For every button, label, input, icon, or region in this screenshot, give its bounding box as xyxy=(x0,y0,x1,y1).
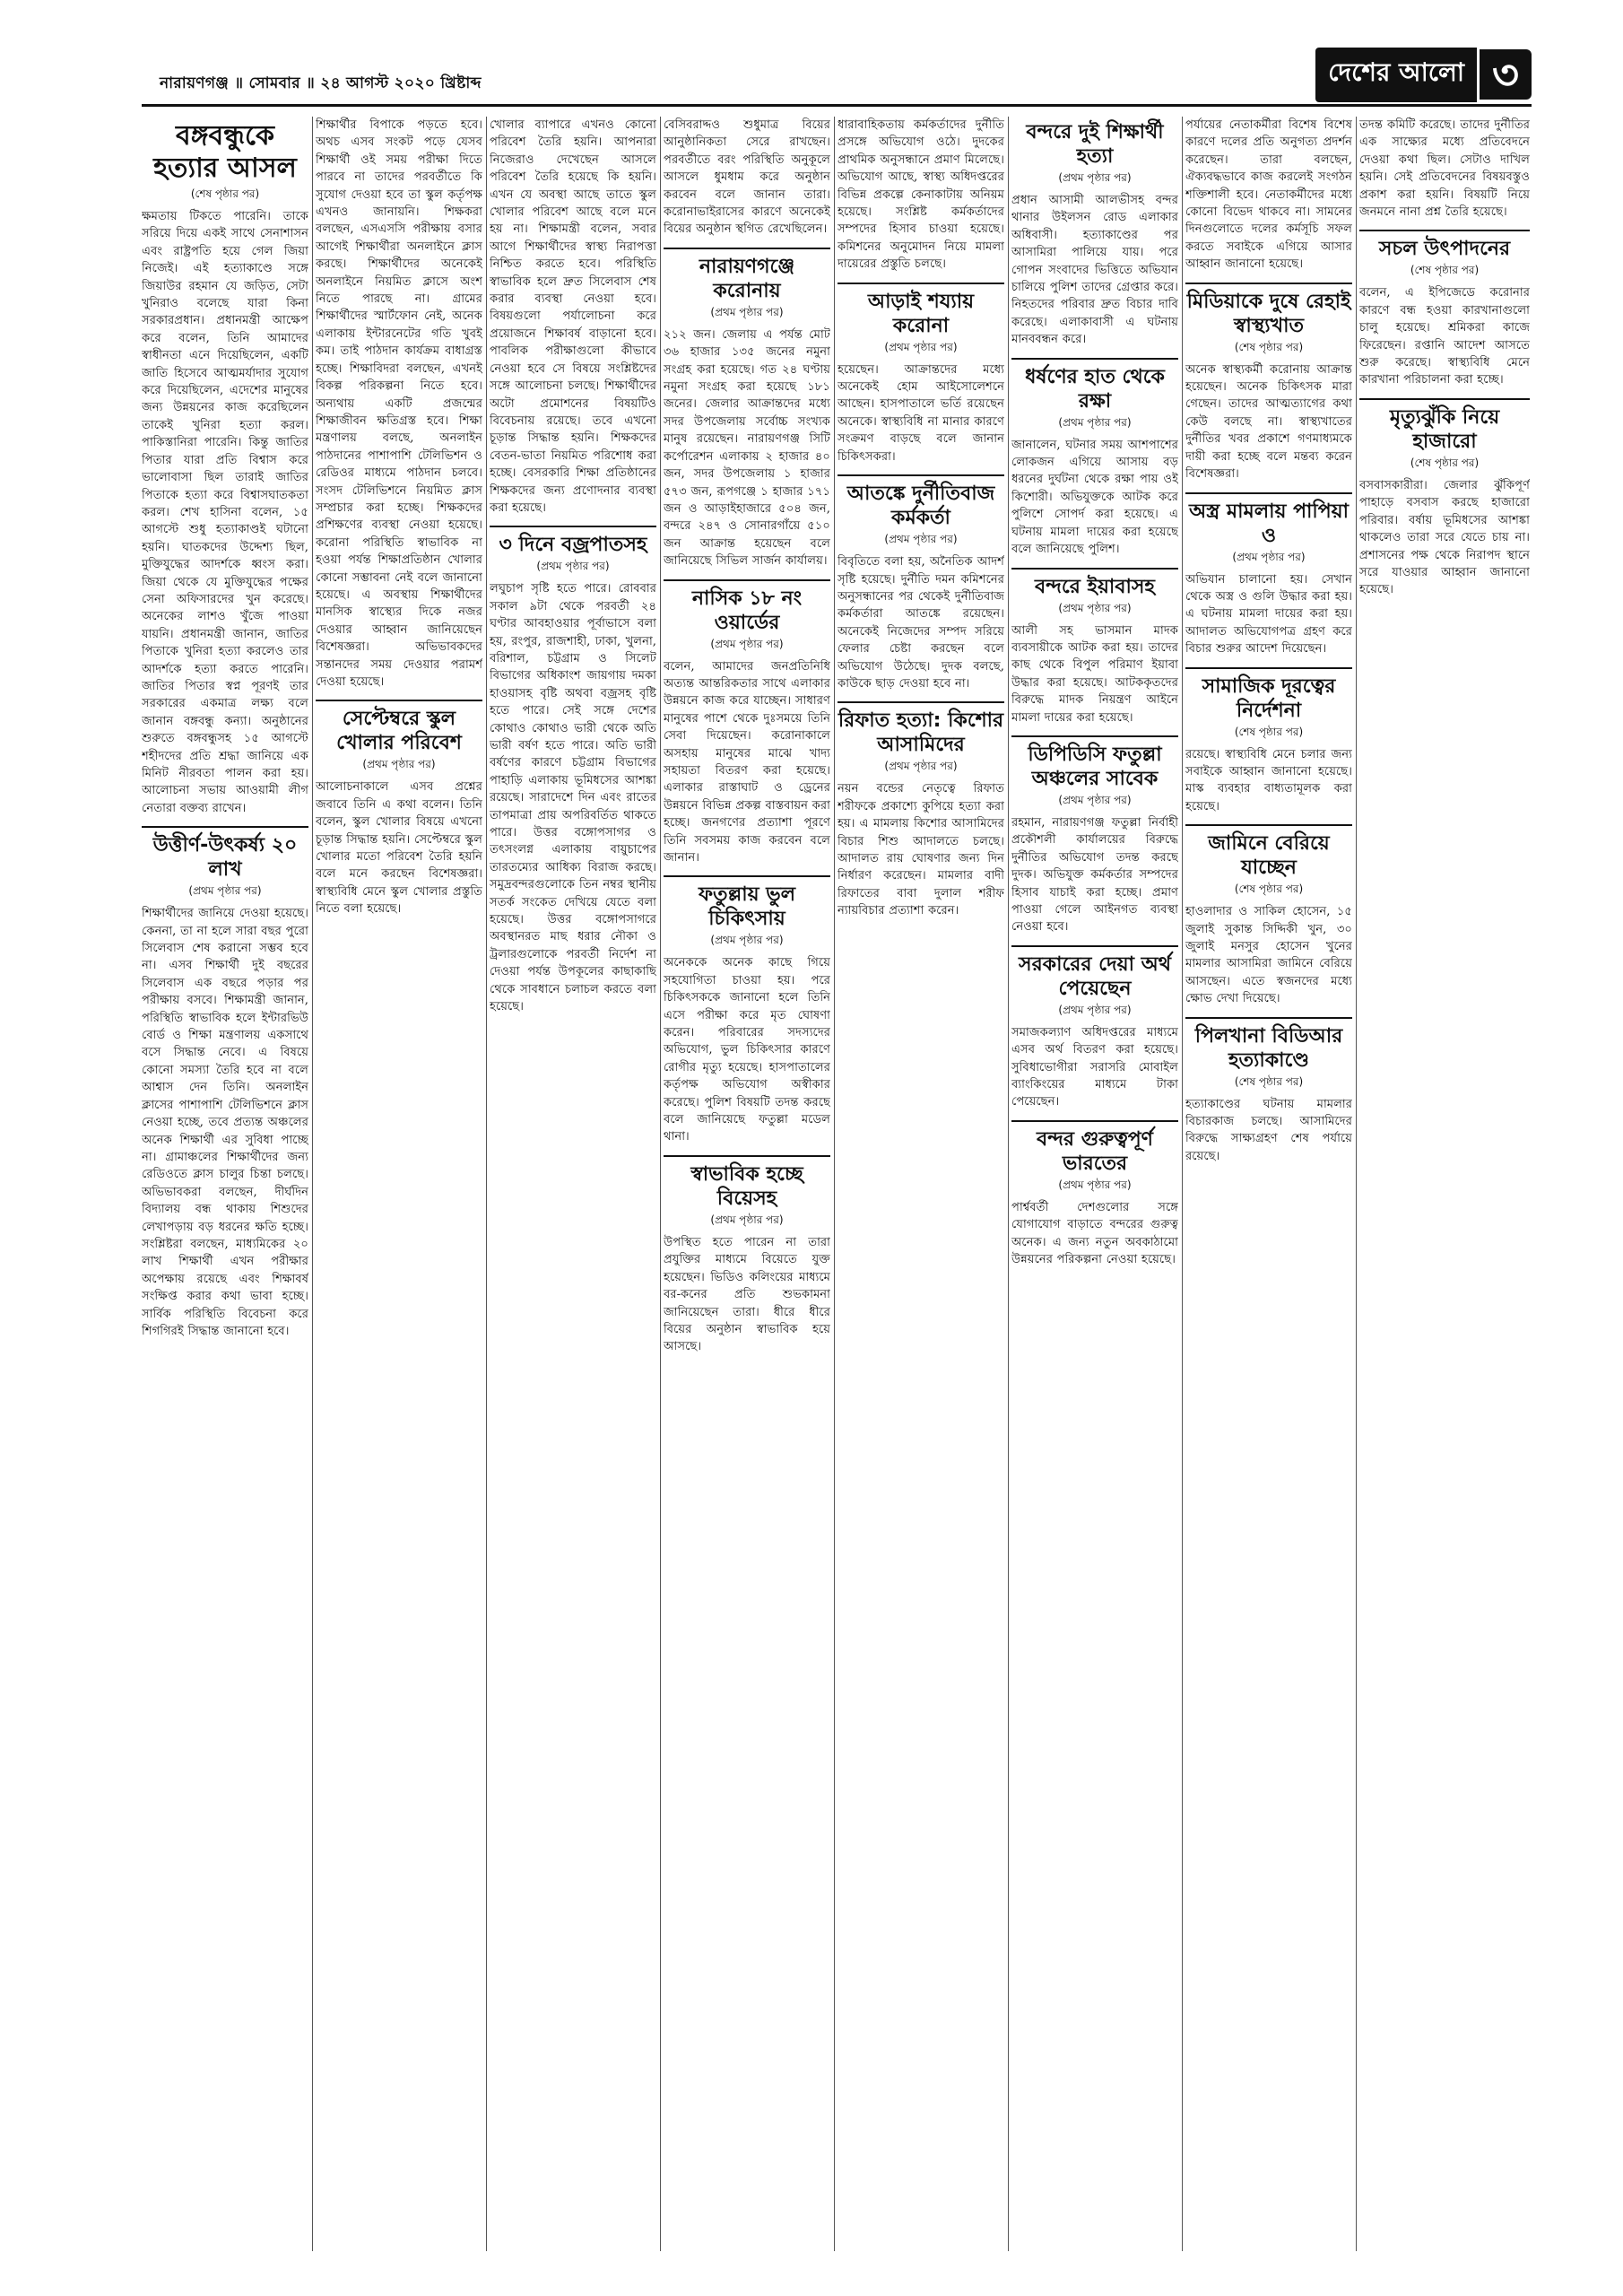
headline: সরকারের দেয়া অর্থ পেয়েছেন xyxy=(1019,952,1171,1000)
headline: আতঙ্কে দুর্নীতিবাজ কর্মকর্তা xyxy=(846,483,995,530)
article-body: হাওলাদার ও সাকিল হোসেন, ১৫ জুলাই সুকান্ত সিদ্দিকী খুন, ৩০ জুলাই মনসুর হোসেন খুনের মামলার আসামিরা জামিনে বেরিয়ে আসছেন। এতে স্বজনদের মধ্যে ক্ষোভ দেখা দিয়েছে। xyxy=(1185,905,1352,1006)
article-divider xyxy=(838,474,1004,476)
dateline: নারায়ণগঞ্জ ॥ সোমবার ॥ ২৪ আগস্ট ২০২০ খ্রিষ্টাব্দ xyxy=(160,74,482,92)
article xyxy=(664,1155,830,1356)
headline: বঙ্গবন্ধুকে হত্যার আসল xyxy=(153,120,297,184)
article-divider xyxy=(316,700,482,701)
continuation-note: (প্রথম পৃষ্ঠার পর) xyxy=(1058,1178,1132,1191)
article-body: রহমান, নারায়ণগঞ্জ ফতুল্লা নির্বাহী প্রকৌশলী কার্যালয়ের বিরুদ্ধে দুর্নীতির অভিযোগ তদন্ত করছে দুদক। অভিযুক্ত কর্মকর্তার সম্পদের হিসাব যাচাই করা হচ্ছে। প্রমাণ পাওয়া গেলে আইনগত ব্যবস্থা নেওয়া হবে। xyxy=(1011,815,1178,935)
article xyxy=(1011,945,1178,1111)
headline: বন্দরে দুই শিক্ষার্থী হত্যা xyxy=(1026,121,1164,168)
continuation-note: (প্রথম পৃষ্ঠার পর) xyxy=(710,934,784,947)
article-body: ক্ষমতায় টিকতে পারেনি। তাকে সরিয়ে দিয়ে একই সাথে সেনাশাসন এবং রাষ্ট্রপতি হয়ে গেল জিয়া নিজেই। এই হত্যাকাণ্ডে সঙ্গে জিয়াউর রহমান যে জড়িত, সেটা খুনিরাও বলেছে যারা কিনা সরকারপ্রধান। প্রধানমন্ত্রী আক্ষেপ করে বলেন, তিনি আমাদের স্বাধীনতা এনে দিয়েছিলেন, একটি জাতি হিসেবে আত্মমর্যাদার সুযোগ করে দিয়েছিলেন, এদেশের মানুষের জন্য উন্নয়নের কাজ করেছিলেন তাকেই খুনিরা হত্যা করল। পাকিস্তানিরা পারেনি। কিন্তু জাতির পিতার যারা প্রতি বিশ্বাস করে ভালোবাসা ছিল তারাই জাতির পিতাকে হত্যা করে বিশ্বাসঘাতকতা করল। শেখ হাসিনা বলেন, ১৫ আগস্টে শুধু হত্যাকাণ্ডই ঘটানো হয়নি। ঘাতকদের উদ্দেশ্য ছিল, মুক্তিযুদ্ধের আদর্শকে ধ্বংস করা। জিয়া থেকে যে মুক্তিযুদ্ধের পক্ষের সেনা অফিসারদের খুন করেছে। অনেকের লাশও খুঁজে পাওয়া যায়নি। প্রধানমন্ত্রী জানান, জাতির পিতাকে খুনিরা হত্যা করলেও তার আদর্শকে হত্যা করতে পারেনি। জাতির পিতার স্বপ্ন পূরণই তার সরকারের একমাত্র লক্ষ্য বলে জানান বঙ্গবন্ধু কন্যা। অনুষ্ঠানের শুরুতে বঙ্গবন্ধুসহ ১৫ আগস্টে শহীদদের প্রতি শ্রদ্ধা জানিয়ে এক মিনিট নীরবতা পালন করা হয়। আলোচনা সভায় আওয়ামী লীগ নেতারা বক্তব্য রাখেন। xyxy=(142,210,308,815)
continuation-note: (শেষ পৃষ্ঠার পর) xyxy=(1410,264,1480,277)
article-body: শিক্ষার্থীদের জানিয়ে দেওয়া হয়েছে। কেননা, তা না হলে সারা বছর পুরো সিলেবাস শেষ করানো সম্ভব হবে না। এসব শিক্ষার্থী দুই বছরের সিলেবাস এক বছরে পড়ার পর পরীক্ষায় বসবে। শিক্ষামন্ত্রী জানান, পরিস্থিতি স্বাভাবিক হলে ইন্টারভিউ বোর্ড ও শিক্ষা মন্ত্রণালয় একসাথে বসে সিদ্ধান্ত নেবে। এ বিষয়ে কোনো সমস্যা তৈরি হবে না বলে আশ্বাস দেন তিনি। অনলাইন ক্লাসের পাশাপাশি টেলিভিশনে ক্লাস নেওয়া হচ্ছে, তবে প্রত্যন্ত অঞ্চলের অনেক শিক্ষার্থী এর সুবিধা পাচ্ছে না। গ্রামাঞ্চলের শিক্ষার্থীদের জন্য রেডিওতে ক্লাস চালুর চিন্তা চলছে। অভিভাবকরা বলছেন, দীর্ঘদিন বিদ্যালয় বন্ধ থাকায় শিশুদের লেখাপড়ায় বড় ধরনের ক্ষতি হচ্ছে। সংশ্লিষ্টরা বলছেন, মাধ্যমিকের ২০ লাখ শিক্ষার্থী এখন পরীক্ষার অপেক্ষায় রয়েছে এবং শিক্ষাবর্ষ সংক্ষিপ্ত করার কথা ভাবা হচ্ছে। সার্বিক পরিস্থিতি বিবেচনা করে শিগগিরই সিদ্ধান্ত জানানো হবে। xyxy=(142,907,308,1338)
column-rule xyxy=(486,117,487,2251)
continuation-note: (প্রথম পৃষ্ঠার পর) xyxy=(536,560,610,573)
continuation-note: (শেষ পৃষ্ঠার পর) xyxy=(1234,340,1304,353)
headline: উত্তীর্ণ-উৎকর্ষ্য ২০ লাখ xyxy=(152,834,298,882)
continuation-note: (প্রথম পৃষ্ঠার পর) xyxy=(884,533,958,546)
article xyxy=(1185,492,1352,658)
article-body: বলেন, এ ইপিজেডে করোনার কারণে বন্ধ হওয়া কারখানাগুলো চালু হয়েছে। শ্রমিকরা কাজে ফিরেছেন। রপ্তানি আদেশ আসতে শুরু করেছে। স্বাস্থ্যবিধি মেনে কারখানা পরিচালনা করা হচ্ছে। xyxy=(1359,286,1530,387)
article-divider xyxy=(1011,735,1178,737)
column-rule xyxy=(1182,117,1183,2251)
headline: রিফাত হত্যা: কিশোর আসামিদের xyxy=(838,709,1004,757)
article xyxy=(838,117,1004,274)
article xyxy=(316,117,482,691)
continuation-note: (প্রথম পৃষ্ঠার পর) xyxy=(362,758,436,771)
headline: জামিনে বেরিয়ে যাচ্ছেন xyxy=(1208,832,1330,880)
article-body: পর্যায়ের নেতাকর্মীরা বিশেষ বিশেষ কারণে দলের প্রতি অনুগত্য প্রদর্শন করেছেন। তারা বলছেন, ঐক্যবদ্ধভাবে কাজ করলেই সংগঠন শক্তিশালী হবে। নেতাকর্মীদের মধ্যে কোনো বিভেদ থাকবে না। সামনের দিনগুলোতে দলের কর্মসূচি সফল করতে সবাইকে এগিয়ে আসার আহ্বান জানানো হয়েছে। xyxy=(1185,118,1352,272)
continuation-note: (শেষ পৃষ্ঠার পর) xyxy=(1234,1074,1304,1088)
article-body: বলেন, আমাদের জনপ্রতিনিধি অত্যন্ত আন্তরিকতার সাথে এলাকার উন্নয়নে কাজ করে যাচ্ছেন। সাধারণ মানুষের পাশে থেকে দুঃসময়ে তিনি সেবা দিয়েছেন। করোনাকালে অসহায় মানুষের মাঝে খাদ্য সহায়তা বিতরণ করা হয়েছে। এলাকার রাস্তাঘাট ও ড্রেনের উন্নয়নে বিভিন্ন প্রকল্প বাস্তবায়ন করা হচ্ছে। জনগণের প্রত্যাশা পূরণে তিনি সবসময় কাজ করবেন বলে জানান। xyxy=(664,659,830,865)
article-divider xyxy=(142,826,308,828)
article xyxy=(1359,230,1530,388)
article xyxy=(316,700,482,918)
headline: ফতুল্লায় ভুল চিকিৎসায় xyxy=(698,883,796,931)
column-6 xyxy=(1011,117,1178,2251)
article-body: সমাজকল্যাণ অধিদপ্তরের মাধ্যমে এসব অর্থ বিতরণ করা হয়েছে। সুবিধাভোগীরা সরাসরি মোবাইল ব্যাংকিংয়ের মাধ্যমে টাকা পেয়েছেন। xyxy=(1011,1025,1178,1109)
header-rule xyxy=(142,104,1532,107)
headline: সচল উৎপাদনের xyxy=(1378,238,1511,261)
continuation-note: (প্রথম পৃষ্ঠার পর) xyxy=(884,760,958,773)
continuation-note: (প্রথম পৃষ্ঠার পর) xyxy=(884,340,958,353)
article-body: আলোচনাকালে এসব প্রশ্নের জবাবে তিনি এ কথা বলেন। তিনি বলেন, স্কুল খোলার বিষয়ে এখনো চূড়ান্ত সিদ্ধান্ত হয়নি। সেপ্টেম্বরে স্কুল খোলার মতো পরিবেশ তৈরি হয়নি বলে মনে করছেন বিশেষজ্ঞরা। স্বাস্থ্যবিধি মেনে স্কুল খোলার প্রস্তুতি নিতে বলা হয়েছে। xyxy=(316,780,482,917)
article-body: তদন্ত কমিটি করেছে। তাদের দুর্নীতির এক সাক্ষ্যের মধ্যে প্রতিবেদনে দেওয়া কথা ছিল। সেটাও দাখিল হয়নি। সেই প্রতিবেদনের বিষয়বস্তুও প্রকাশ করা হয়নি। বিষয়টি নিয়ে জনমনে নানা প্রশ্ন তৈরি হয়েছে। xyxy=(1359,118,1530,220)
headline: মৃত্যুঝুঁকি নিয়ে হাজারো xyxy=(1389,405,1500,453)
article-body: খোলার ব্যাপারে এখনও কোনো পরিবেশ তৈরি হয়নি। আপনারা নিজেরাও দেখেছেন আসলে পরিবেশ তৈরি হয়েছে কি হয়নি। এখন যে অবস্থা আছে তাতে স্কুল খোলার পরিবেশ আছে বলে মনে হয় না। শিক্ষামন্ত্রী বলেন, সবার আগে শিক্ষার্থীদের স্বাস্থ্য নিরাপত্তা নিশ্চিত করতে হবে। পরিস্থিতি স্বাভাবিক হলে দ্রুত সিলেবাস শেষ করার ব্যবস্থা নেওয়া হবে। বিষয়গুলো পর্যালোচনা করে প্রয়োজনে শিক্ষাবর্ষ বাড়ানো হবে। পাবলিক পরীক্ষাগুলো কীভাবে নেওয়া হবে সে বিষয়ে সংশ্লিষ্টদের সঙ্গে আলোচনা চলছে। শিক্ষার্থীদের অটো প্রমোশনের বিষয়টিও বিবেচনায় রয়েছে। তবে এখনো চূড়ান্ত সিদ্ধান্ত হয়নি। শিক্ষকদের বেতন-ভাতা নিয়মিত পরিশোধ করা হচ্ছে। বেসরকারি শিক্ষা প্রতিষ্ঠানের শিক্ষকদের জন্য প্রণোদনার ব্যবস্থা করা হয়েছে। xyxy=(490,118,656,515)
article-divider xyxy=(664,1155,830,1157)
article xyxy=(1185,1017,1352,1166)
article-divider xyxy=(1185,283,1352,284)
continuation-note: (প্রথম পৃষ্ঠার পর) xyxy=(710,1213,784,1226)
article xyxy=(1011,568,1178,726)
article-body: অনেক স্বাস্থ্যকর্মী করোনায় আক্রান্ত হয়েছেন। অনেক চিকিৎসক মারা গেছেন। তাদের আত্মত্যাগের কথা কেউ বলছে না। স্বাস্থ্যখাতের দুর্নীতির খবর প্রকাশে গণমাধ্যমকে দায়ী করা হচ্ছে বলে মন্তব্য করেন বিশেষজ্ঞরা। xyxy=(1185,362,1352,482)
column-1 xyxy=(142,117,308,2251)
continuation-note: (প্রথম পৃষ্ঠার পর) xyxy=(1058,601,1132,614)
article-divider xyxy=(1011,945,1178,947)
continuation-note: (প্রথম পৃষ্ঠার পর) xyxy=(1058,415,1132,429)
article xyxy=(1011,735,1178,936)
continuation-note: (শেষ পৃষ্ঠার পর) xyxy=(1410,456,1480,469)
continuation-note: (প্রথম পৃষ্ঠার পর) xyxy=(710,305,784,318)
article-divider xyxy=(490,526,656,527)
continuation-note: (প্রথম পৃষ্ঠার পর) xyxy=(188,884,262,898)
article xyxy=(664,875,830,1145)
article-divider xyxy=(838,283,1004,284)
article-divider xyxy=(1185,1017,1352,1019)
headline: সেপ্টেম্বরে স্কুল খোলার পরিবেশ xyxy=(336,708,462,755)
article-body: উপস্থিত হতে পারেন না তারা প্রযুক্তির মাধ্যমে বিয়েতে যুক্ত হয়েছেন। ভিডিও কলিংয়ের মাধ্যমে বর-কনের প্রতি শুভকামনা জানিয়েছেন তারা। ধীরে ধীরে বিয়ের অনুষ্ঠান স্বাভাবিক হয়ে আসছে। xyxy=(664,1235,830,1354)
column-3 xyxy=(490,117,656,2251)
article-body: অনেককে অনেক কাছে গিয়ে সহযোগিতা চাওয়া হয়। পরে চিকিৎসককে জানানো হলে তিনি এসে পরীক্ষা করে মৃত ঘোষণা করেন। পরিবারের সদস্যদের অভিযোগ, ভুল চিকিৎসার কারণে রোগীর মৃত্যু হয়েছে। হাসপাতালের কর্তৃপক্ষ অভিযোগ অস্বীকার করেছে। পুলিশ বিষয়টি তদন্ত করছে বলে জানিয়েছে ফতুল্লা মডেল থানা। xyxy=(664,956,830,1144)
article-divider xyxy=(1359,230,1530,231)
article-body: আলী সহ ভাসমান মাদক ব্যবসায়ীকে আটক করা হয়। তাদের কাছ থেকে বিপুল পরিমাণ ইয়াবা উদ্ধার করা হয়েছে। আটককৃতদের বিরুদ্ধে মাদক নিয়ন্ত্রণ আইনে মামলা দায়ের করা হয়েছে। xyxy=(1011,623,1178,725)
continuation-note: (শেষ পৃষ্ঠার পর) xyxy=(1234,725,1304,738)
headline: নারায়ণগঞ্জে করোনায় xyxy=(699,255,795,302)
article-body: শিক্ষার্থীর বিপাকে পড়তে হবে। অথচ এসব সংকট পড়ে যেসব শিক্ষার্থী ওই সময় পরীক্ষা দিতে পারবে না তাদের পরবর্তীতে কি সুযোগ দেওয়া হবে তা স্কুল কর্তৃপক্ষ এখনও জানায়নি। শিক্ষকরা বলছেন, এসএসসি পরীক্ষায় বসার আগেই শিক্ষার্থীরা অনলাইনে ক্লাস করছে। শিক্ষার্থীদের অনেকেই অনলাইনে নিয়মিত ক্লাসে অংশ নিতে পারছে না। গ্রামের শিক্ষার্থীদের স্মার্টফোন নেই, অনেক এলাকায় ইন্টারনেটের গতি খুবই কম। তাই পাঠদান কার্যক্রম বাধাগ্রস্ত হচ্ছে। শিক্ষাবিদরা বলছেন, এখনই বিকল্প পরিকল্পনা নিতে হবে। অন্যথায় একটি প্রজন্মের শিক্ষাজীবন ক্ষতিগ্রস্ত হবে। শিক্ষা মন্ত্রণালয় বলছে, অনলাইন পাঠদানের পাশাপাশি টেলিভিশন ও রেডিওর মাধ্যমে পাঠদান চলবে। সংসদ টেলিভিশনে নিয়মিত ক্লাস সম্প্রচার করা হচ্ছে। শিক্ষকদের প্রশিক্ষণের ব্যবস্থা নেওয়া হয়েছে। করোনা পরিস্থিতি স্বাভাবিক না হওয়া পর্যন্ত শিক্ষাপ্রতিষ্ঠান খোলার কোনো সম্ভাবনা নেই বলে জানানো হয়েছে। এ অবস্থায় শিক্ষার্থীদের মানসিক স্বাস্থ্যের দিকে নজর দেওয়ার আহ্বান জানিয়েছেন বিশেষজ্ঞরা। অভিভাবকদের সন্তানদের সময় দেওয়ার পরামর্শ দেওয়া হয়েছে। xyxy=(316,118,482,689)
headline: বন্দরে ইয়াবাসহ xyxy=(1035,575,1155,598)
article-body: অভিযান চালানো হয়। সেখান থেকে অস্ত্র ও গুলি উদ্ধার করা হয়। এ ঘটনায় মামলা দায়ের করা হয়। আদালত অভিযোগপত্র গ্রহণ করে বিচার শুরুর আদেশ দিয়েছেন। xyxy=(1185,572,1352,657)
article xyxy=(1359,398,1530,599)
column-4 xyxy=(664,117,830,2251)
article-divider xyxy=(1011,568,1178,570)
headline: বন্দর গুরুত্বপূর্ণ ভারতের xyxy=(1037,1127,1153,1175)
article xyxy=(664,117,830,239)
masthead xyxy=(1315,47,1532,102)
article xyxy=(664,248,830,570)
headline: পিলখানা বিডিআর হত্যাকাণ্ডে xyxy=(1194,1024,1343,1072)
article-body: লঘুচাপ সৃষ্টি হতে পারে। রোববার সকাল ৯টা থেকে পরবর্তী ২৪ ঘণ্টার আবহাওয়ার পূর্বাভাসে বলা হয়, রংপুর, রাজশাহী, ঢাকা, খুলনা, বরিশাল, চট্টগ্রাম ও সিলেট বিভাগের অধিকাংশ জায়গায় দমকা হাওয়াসহ বৃষ্টি অথবা বজ্রসহ বৃষ্টি হতে পারে। সেই সঙ্গে দেশের কোথাও কোথাও ভারী থেকে অতি ভারী বর্ষণ হতে পারে। অতি ভারী বর্ষণের কারণে চট্টগ্রাম বিভাগের পাহাড়ি এলাকায় ভূমিধসের আশঙ্কা রয়েছে। সারাদেশে দিন এবং রাতের তাপমাত্রা প্রায় অপরিবর্তিত থাকতে পারে। উত্তর বঙ্গোপসাগর ও তৎসংলগ্ন এলাকায় বায়ুচাপের তারতম্যের আধিক্য বিরাজ করছে। সমুদ্রবন্দরগুলোকে তিন নম্বর স্থানীয় সতর্ক সংকেত দেখিয়ে যেতে বলা হয়েছে। উত্তর বঙ্গোপসাগরে অবস্থানরত মাছ ধরার নৌকা ও ট্রলারগুলোকে পরবর্তী নির্দেশ না দেওয়া পর্যন্ত উপকূলের কাছাকাছি থেকে সাবধানে চলাচল করতে বলা হয়েছে। xyxy=(490,582,656,1014)
continuation-note: (প্রথম পৃষ্ঠার পর) xyxy=(1058,1003,1132,1016)
article xyxy=(142,120,308,817)
headline: নাসিক ১৮ নং ওয়ার্ডের xyxy=(691,587,803,634)
article-body: পার্শ্ববর্তী দেশগুলোর সঙ্গে যোগাযোগ বাড়াতে বন্দরের গুরুত্ব অনেক। এ জন্য নতুন অবকাঠামো উন্নয়নের পরিকল্পনা নেওয়া হয়েছে। xyxy=(1011,1200,1178,1267)
continuation-note: (শেষ পৃষ্ঠার পর) xyxy=(1234,883,1304,896)
article xyxy=(838,474,1004,692)
column-8 xyxy=(1359,117,1530,2251)
column-rule xyxy=(312,117,313,2251)
article-divider xyxy=(838,701,1004,703)
headline: ৩ দিনে বজ্রপাতসহ xyxy=(499,534,647,557)
article xyxy=(490,117,656,517)
article-body: হত্যাকাণ্ডের ঘটনায় মামলার বিচারকাজ চলছে। আসামিদের বিরুদ্ধে সাক্ষ্যগ্রহণ শেষ পর্যায়ে রয়েছে। xyxy=(1185,1097,1352,1163)
article-divider xyxy=(1359,398,1530,400)
article-body: বসবাসকারীরা। জেলার ঝুঁকিপূর্ণ পাহাড়ে বসবাস করছে হাজারো পরিবার। বর্ষায় ভূমিধসের আশঙ্কা থাকলেও তারা সরে যেতে চায় না। প্রশাসনের পক্ষ থেকে নিরাপদ স্থানে সরে যাওয়ার আহ্বান জানানো হয়েছে। xyxy=(1359,478,1530,597)
headline: অস্ত্র মামলায় পাপিয়া ও xyxy=(1189,500,1349,547)
article xyxy=(1185,667,1352,816)
column-5 xyxy=(838,117,1004,2251)
article-divider xyxy=(1185,492,1352,494)
column-2 xyxy=(316,117,482,2251)
continuation-note: (প্রথম পৃষ্ঠার পর) xyxy=(1232,550,1306,563)
article xyxy=(838,283,1004,465)
article xyxy=(1011,1120,1178,1269)
article xyxy=(1011,120,1178,349)
article xyxy=(1185,117,1352,274)
article-body: বেসিবরাদ্দও শুধুমাত্র বিয়ের আনুষ্ঠানিকতা সেরে রাখছেন। পরবর্তীতে বরং পরিস্থিতি অনুকূলে আসলে ধুমধাম করে অনুষ্ঠান করবেন বলে জানান তারা। করোনাভাইরাসের কারণে অনেকেই বিয়ের অনুষ্ঠান স্থগিত রেখেছিলেন। xyxy=(664,118,830,237)
page-number: ৩ xyxy=(1477,49,1532,100)
article xyxy=(1185,283,1352,483)
continuation-note: (প্রথম পৃষ্ঠার পর) xyxy=(1058,793,1132,806)
page-header xyxy=(142,47,1532,108)
headline: ডিপিডিসি ফতুল্লা অঞ্চলের সাবেক xyxy=(1028,743,1162,790)
article xyxy=(1185,824,1352,1007)
article-body: প্রধান আসামী আলভীসহ বন্দর থানার উইলসন রোড এলাকার অধিবাসী। হত্যাকাণ্ডের পর আসামিরা পালিয়ে যায়। পরে গোপন সংবাদের ভিত্তিতে অভিযান চালিয়ে পুলিশ তাদের গ্রেপ্তার করে। নিহতদের পরিবার দ্রুত বিচার দাবি করেছে। এলাকাবাসী এ ঘটনায় মানববন্ধন করে। xyxy=(1011,194,1178,347)
continuation-note: (শেষ পৃষ্ঠার পর) xyxy=(190,187,260,200)
article-body: বিবৃতিতে বলা হয়, অনৈতিক আদর্শ সৃষ্টি হয়েছে। দুর্নীতি দমন কমিশনের অনুসন্ধানের পর থেকেই দুর্নীতিবাজ কর্মকর্তারা আতঙ্কে রয়েছেন। অনেকেই নিজেদের সম্পদ সরিয়ে ফেলার চেষ্টা করছেন বলে অভিযোগ উঠেছে। দুদক বলছে, কাউকে ছাড় দেওয়া হবে না। xyxy=(838,555,1004,691)
article-body: হয়েছেন। আক্রান্তদের মধ্যে অনেকেই হোম আইসোলেশনে আছেন। হাসপাতালে ভর্তি রয়েছেন অনেকে। স্বাস্থ্যবিধি না মানার কারণে সংক্রমণ বাড়ছে বলে জানান চিকিৎসকরা। xyxy=(838,362,1004,464)
continuation-note: (প্রথম পৃষ্ঠার পর) xyxy=(710,637,784,650)
article xyxy=(664,579,830,867)
article xyxy=(142,826,308,1340)
article-divider xyxy=(664,248,830,249)
headline: ধর্ষণের হাত থেকে রক্ষা xyxy=(1025,365,1165,413)
article-body: ২১২ জন। জেলায় এ পর্যন্ত মোট ৩৬ হাজার ১৩৫ জনের নমুনা সংগ্রহ করা হয়েছে। গত ২৪ ঘণ্টায় নমুনা সংগ্রহ করা হয়েছে ১৮১ জনের। জেলার আক্রান্তদের মধ্যে সদর উপজেলায় সর্বোচ্চ সংখ্যক মানুষ রয়েছেন। নারায়ণগঞ্জ সিটি কর্পোরেশন এলাকায় ২ হাজার ৪০ জন, সদর উপজেলায় ১ হাজার ৫৭৩ জন, রূপগঞ্জে ১ হাজার ১৭১ জন ও আড়াইহাজারে ৫০৪ জন, বন্দরে ২৪৭ ও সোনারগাঁয়ে ৫১০ জন আক্রান্ত হয়েছেন বলে জানিয়েছে সিভিল সার্জন কার্যালয়। xyxy=(664,327,830,569)
headline: সামাজিক দূরত্বের নির্দেশনা xyxy=(1202,674,1336,722)
headline: মিডিয়াকে দুষে রেহাই স্বাস্থ্যখাত xyxy=(1186,290,1351,337)
column-rule xyxy=(1008,117,1009,2251)
column-rule xyxy=(1356,117,1357,2251)
article-divider xyxy=(664,579,830,581)
article-body: নয়ন বন্ডের নেতৃত্বে রিফাত শরীফকে প্রকাশ্যে কুপিয়ে হত্যা করা হয়। এ মামলায় কিশোর আসামিদের বিচার শিশু আদালতে চলছে। আদালত রায় ঘোষণার জন্য দিন নির্ধারণ করেছেন। মামলার বাদী রিফাতের বাবা দুলাল শরীফ ন্যায়বিচার প্রত্যাশা করেন। xyxy=(838,782,1004,918)
continuation-note: (প্রথম পৃষ্ঠার পর) xyxy=(1058,171,1132,184)
article-body: রয়েছে। স্বাস্থ্যবিধি মেনে চলার জন্য সবাইকে আহ্বান জানানো হয়েছে। মাস্ক ব্যবহার বাধ্যতামূলক করা হয়েছে। xyxy=(1185,747,1352,813)
article-divider xyxy=(1185,824,1352,826)
column-rule xyxy=(834,117,835,2251)
article-body: জানালেন, ঘটনার সময় আশপাশের লোকজন এগিয়ে আসায় বড় ধরনের দুর্ঘটনা থেকে রক্ষা পায় ওই কিশোরী। অভিযুক্তকে আটক করে পুলিশে সোপর্দ করা হয়েছে। এ ঘটনায় মামলা দায়ের করা হয়েছে বলে জানিয়েছে পুলিশ। xyxy=(1011,438,1178,557)
column-rule xyxy=(660,117,661,2251)
headline: আড়াই শয্যায় করোনা xyxy=(867,290,975,337)
article-divider xyxy=(1011,1120,1178,1122)
article xyxy=(1011,358,1178,559)
masthead-title: দেশের আলো xyxy=(1315,48,1477,102)
article-body: ধারাবাহিকতায় কর্মকর্তাদের দুর্নীতি প্রসঙ্গে অভিযোগ ওঠে। দুদকের প্রাথমিক অনুসন্ধানে প্রমাণ মিলেছে। অভিযোগ আছে, স্বাস্থ্য অধিদপ্তরের বিভিন্ন প্রকল্পে কেনাকাটায় অনিয়ম হয়েছে। সংশ্লিষ্ট কর্মকর্তাদের সম্পদের হিসাব চাওয়া হয়েছে। কমিশনের অনুমোদন নিয়ে মামলা দায়েরের প্রস্তুতি চলছে। xyxy=(838,118,1004,272)
column-7 xyxy=(1185,117,1352,2251)
article-divider xyxy=(664,875,830,877)
article xyxy=(1359,117,1530,221)
headline: স্বাভাবিক হচ্ছে বিয়েসহ xyxy=(690,1162,803,1210)
article-divider xyxy=(1185,667,1352,669)
article xyxy=(490,526,656,1015)
article-divider xyxy=(1011,358,1178,360)
article xyxy=(838,701,1004,919)
